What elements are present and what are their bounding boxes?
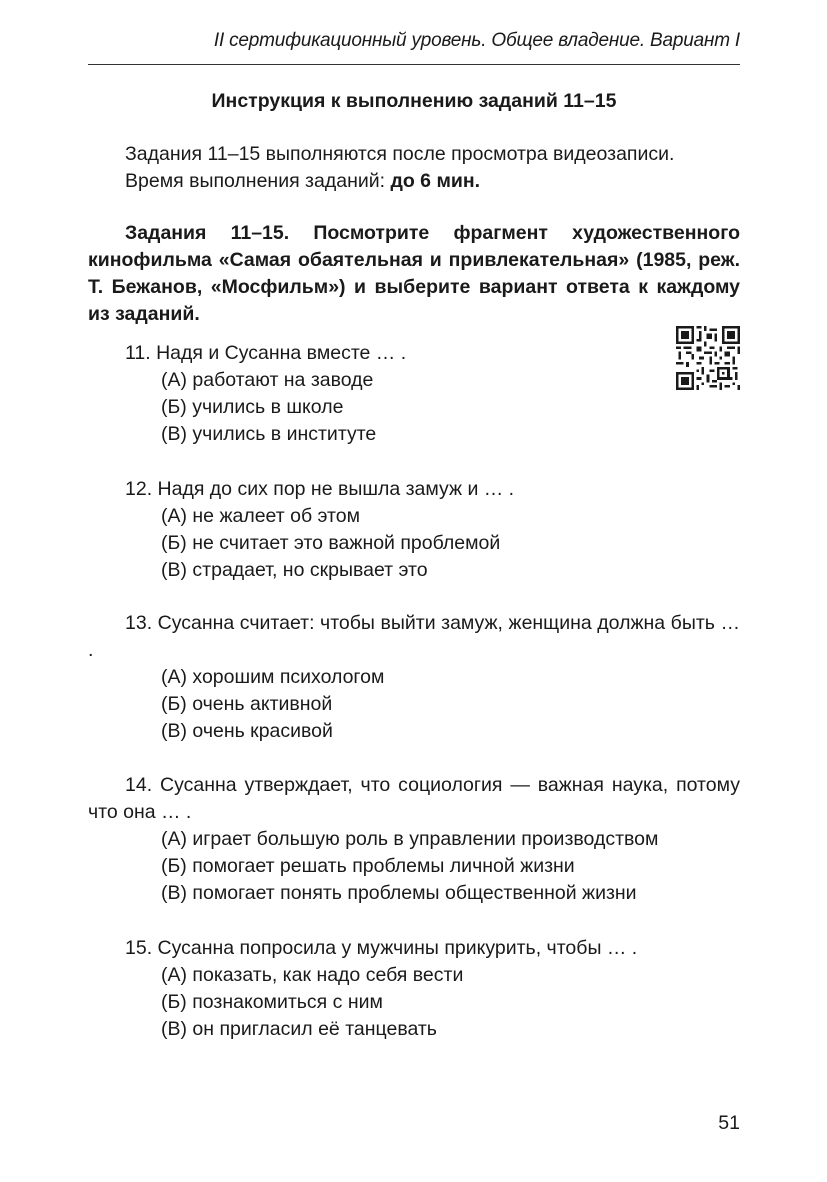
question-stem: 14. Сусанна утверждает, что социология — важная наука, потому что она … . xyxy=(88,774,740,823)
running-header: II сертификационный уровень. Общее владение. Вариант I xyxy=(213,30,740,51)
answer-option: (А) хорошим психологом xyxy=(161,666,385,688)
header-divider xyxy=(88,64,740,65)
answer-option: (Б) учились в школе xyxy=(161,396,344,418)
answer-option: (В) учились в институте xyxy=(161,423,377,445)
answer-option: (Б) познакомиться с ним xyxy=(161,991,383,1013)
question-11 xyxy=(88,340,740,448)
instruction-line-1: Задания 11–15 выполняются после просмотра видеозаписи. xyxy=(125,143,675,165)
instruction-time-value: до 6 мин. xyxy=(390,170,481,192)
question-13 xyxy=(88,610,740,745)
answer-option: (Б) не считает это важной проблемой xyxy=(161,532,501,554)
answer-option: (В) помогает понять проблемы общественной жизни xyxy=(161,882,637,904)
instruction-line-2 xyxy=(125,170,480,193)
task-description: Задания 11–15. Посмотрите фрагмент художественного кинофильма «Самая обаятельная и привлекательная» (1985, реж. Т. Бежанов, «Мосфильм») и выберите вариант ответа к каждому из заданий. xyxy=(88,222,740,325)
answer-option: (Б) очень активной xyxy=(161,693,333,715)
answer-option: (В) страдает, но скрывает это xyxy=(161,559,428,581)
answer-option: (Б) помогает решать проблемы личной жизни xyxy=(161,855,575,877)
answer-option: (В) он пригласил её танцевать xyxy=(161,1018,437,1040)
question-12 xyxy=(88,476,740,584)
answer-option: (А) не жалеет об этом xyxy=(161,505,361,527)
page-number: 51 xyxy=(718,1112,740,1134)
instruction-time-label: Время выполнения заданий: xyxy=(125,170,391,192)
answer-option: (В) очень красивой xyxy=(161,720,333,742)
question-stem: 11. Надя и Сусанна вместе … . xyxy=(125,342,407,364)
answer-option: (А) играет большую роль в управлении производством xyxy=(161,828,659,850)
question-stem: 13. Сусанна считает: чтобы выйти замуж, женщина должна быть … . xyxy=(88,612,740,661)
question-15 xyxy=(88,935,740,1043)
question-14 xyxy=(88,772,740,907)
question-stem: 15. Сусанна попросила у мужчины прикурить, чтобы … . xyxy=(125,937,638,959)
answer-option: (А) работают на заводе xyxy=(161,369,374,391)
question-stem: 12. Надя до сих пор не вышла замуж и … . xyxy=(125,478,515,500)
instruction-title: Инструкция к выполнению заданий 11–15 xyxy=(211,90,617,112)
answer-option: (А) показать, как надо себя вести xyxy=(161,964,464,986)
